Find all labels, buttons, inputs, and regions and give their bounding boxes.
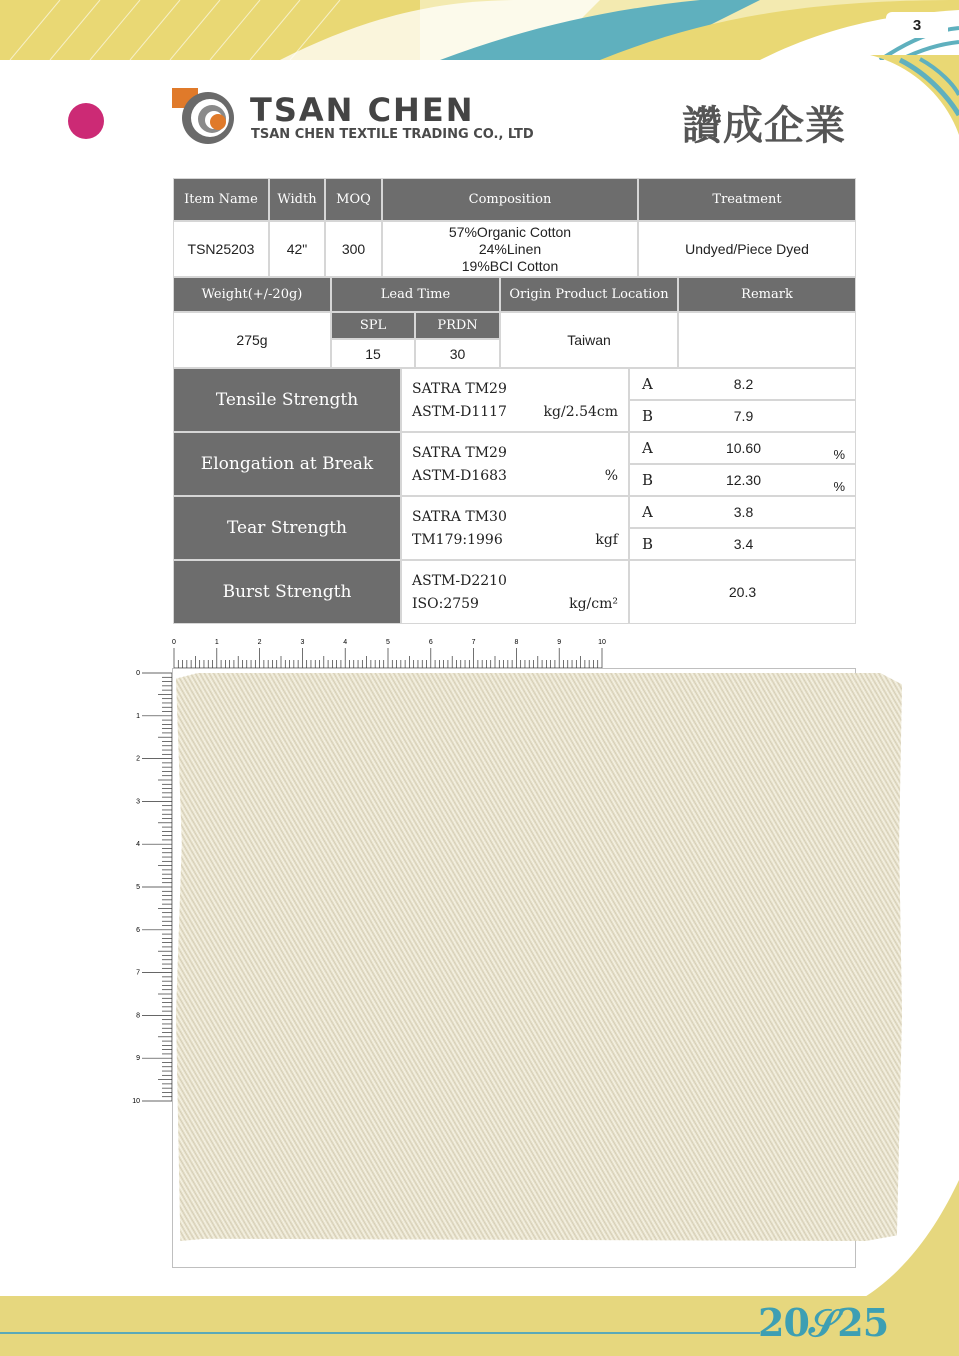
header-lead-time: Lead Time	[331, 277, 500, 312]
direction-label: A	[642, 375, 653, 393]
test-method	[401, 432, 629, 496]
value-b: 12.30	[725, 472, 762, 488]
property-row	[173, 432, 856, 496]
header-composition: Composition	[382, 178, 638, 221]
ruler-label: 5	[136, 884, 140, 891]
remark-value	[678, 312, 856, 368]
header-width: Width	[269, 178, 325, 221]
horizontal-ruler	[170, 636, 610, 670]
composition-line: 57%Organic Cotton	[448, 223, 572, 240]
value-a: 8.2	[733, 376, 754, 392]
property-name: Elongation at Break	[173, 432, 401, 496]
treatment-value: Undyed/Piece Dyed	[638, 221, 856, 277]
accent-dot	[68, 103, 104, 139]
spec-table	[173, 178, 856, 368]
test-method	[401, 368, 629, 432]
ruler-label: 3	[300, 639, 305, 646]
moq-value: 300	[325, 221, 382, 277]
composition-line: 19%BCI Cotton	[461, 257, 559, 274]
ruler-label: 1	[214, 639, 219, 646]
ruler-label: 6	[428, 639, 433, 646]
percent-label: %	[833, 447, 845, 462]
composition-value	[382, 221, 638, 277]
ruler-label: 4	[136, 841, 140, 849]
ruler-label: 9	[557, 639, 562, 646]
ruler-label: 0	[172, 639, 176, 646]
property-row	[173, 496, 856, 560]
tsan-chen-logo-icon	[172, 88, 236, 146]
brand-cjk-name: 讚成企業	[682, 103, 846, 149]
prdn-value: 30	[415, 339, 500, 368]
ruler-label: 2	[136, 755, 140, 763]
ruler-label: 5	[386, 639, 390, 646]
method-line: SATRA TM29	[412, 381, 507, 397]
property-row	[173, 560, 856, 624]
ruler-label: 6	[136, 926, 140, 934]
value-b: 3.4	[733, 536, 754, 552]
method-line: TM179:1996	[412, 532, 503, 548]
ruler-label: 1	[136, 712, 140, 720]
method-line: ASTM-D1683	[412, 468, 507, 484]
property-name: Burst Strength	[173, 560, 401, 624]
brand-subtitle: TSAN CHEN TEXTILE TRADING CO., LTD	[251, 127, 534, 142]
weight-value: 275g	[173, 312, 331, 368]
value-a: 10.60	[725, 440, 762, 456]
fabric-swatch-image	[176, 673, 902, 1241]
header-weight: Weight(+/-20g)	[173, 277, 331, 312]
unit-label: kg/cm²	[569, 596, 618, 612]
ruler-label: 4	[343, 639, 348, 646]
side-decoration	[870, 55, 959, 165]
value-a: 3.8	[733, 504, 754, 520]
property-name: Tensile Strength	[173, 368, 401, 432]
test-method	[401, 560, 629, 624]
ruler-label: 7	[136, 969, 140, 977]
header-remark: Remark	[678, 277, 856, 312]
unit-label: kg/2.54cm	[543, 404, 618, 420]
test-method	[401, 496, 629, 560]
direction-label: B	[642, 535, 654, 553]
method-line: ASTM-D1117	[412, 404, 507, 420]
footer-line	[0, 1332, 760, 1334]
property-name: Tear Strength	[173, 496, 401, 560]
ruler-label: 10	[598, 639, 606, 646]
footer-decoration	[860, 1180, 959, 1300]
ruler-label: 2	[257, 639, 262, 646]
ruler-label: 8	[136, 1012, 140, 1020]
vertical-ruler	[130, 668, 174, 1108]
direction-label: A	[642, 503, 653, 521]
header-moq: MOQ	[325, 178, 382, 221]
method-line: SATRA TM30	[412, 509, 507, 525]
property-row	[173, 368, 856, 432]
ruler-label: 8	[514, 639, 519, 646]
composition-line: 24%Linen	[478, 240, 542, 257]
method-line: ASTM-D2210	[412, 573, 507, 589]
header-origin: Origin Product Location	[500, 277, 678, 312]
header-treatment: Treatment	[638, 178, 856, 221]
direction-label: B	[642, 471, 654, 489]
direction-label: B	[642, 407, 654, 425]
ruler-label: 9	[136, 1055, 140, 1063]
header-spl: SPL	[331, 312, 415, 339]
footer-year: 20𝒮25	[758, 1300, 889, 1345]
unit-label: %	[604, 468, 618, 484]
direction-label: A	[642, 439, 653, 457]
ruler-label: 0	[136, 670, 140, 677]
page-number: 3	[886, 12, 948, 38]
burst-value: 20.3	[629, 560, 856, 624]
width-value: 42"	[269, 221, 325, 277]
header-item-name: Item Name	[173, 178, 269, 221]
properties-table	[173, 368, 856, 624]
percent-label: %	[833, 479, 845, 494]
unit-label: kgf	[595, 532, 618, 548]
origin-value: Taiwan	[500, 312, 678, 368]
item-name-value: TSN25203	[173, 221, 269, 277]
ruler-label: 10	[132, 1098, 140, 1105]
method-line: ISO:2759	[412, 596, 479, 612]
ruler-label: 3	[136, 798, 140, 806]
ruler-label: 7	[471, 639, 476, 646]
spl-value: 15	[331, 339, 415, 368]
method-line: SATRA TM29	[412, 445, 507, 461]
value-b: 7.9	[733, 408, 754, 424]
header-decoration	[0, 0, 959, 60]
header-prdn: PRDN	[415, 312, 500, 339]
brand-name: TSAN CHEN	[250, 91, 475, 129]
